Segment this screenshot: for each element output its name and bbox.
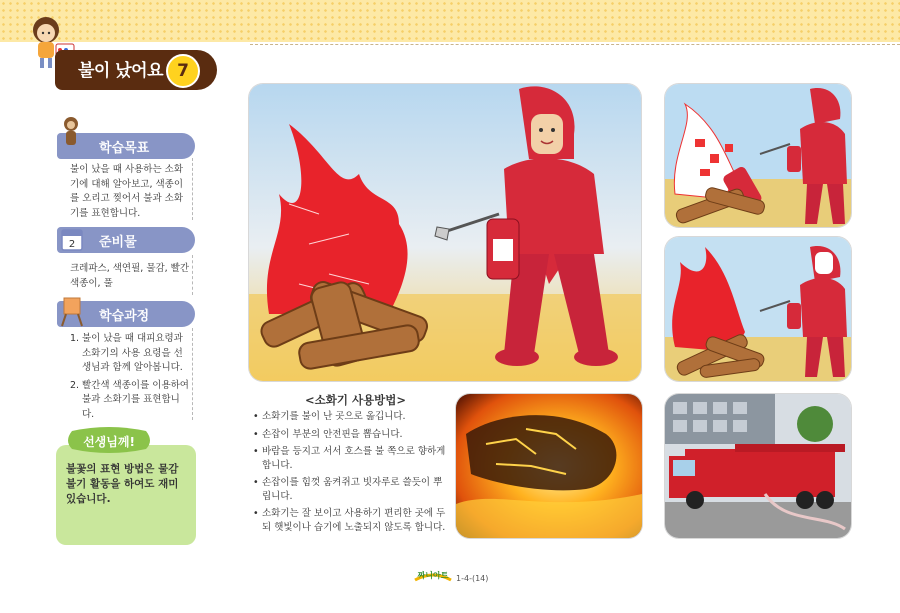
teacher-tip-text: 불꽃의 표현 방법은 물감 불기 활동을 하여도 재미있습니다.: [66, 463, 179, 505]
svg-text:2: 2: [68, 239, 76, 250]
photo-burning-log: [456, 394, 642, 538]
drawing-small-middle: [665, 237, 851, 381]
method-item: [253, 428, 448, 442]
method-bullet: •: [253, 477, 259, 488]
method-bullet: •: [253, 446, 259, 457]
footer-logo-text: 짜니아트: [417, 571, 449, 580]
method-item: [253, 476, 448, 503]
process-list-wrap: [70, 332, 190, 425]
method-bullet: •: [253, 411, 259, 422]
method-list: [253, 410, 448, 538]
teacher-tip-badge-text: 선생님께!: [83, 435, 135, 449]
prep-text: 크레파스, 색연필, 물감, 빨간 색종이, 풀: [70, 263, 190, 289]
method-item-text: 손잡이 부분의 안전핀을 뽑습니다.: [262, 428, 403, 440]
method-item: [253, 410, 448, 424]
process-item: [70, 379, 190, 423]
process-item-number: 1.: [70, 333, 80, 344]
goal-divider: [192, 158, 193, 220]
photo-fire-truck: [665, 394, 851, 538]
method-item-text: 소화기는 잘 보이고 사용하기 편리한 곳에 두되 햇빛이나 습기에 노출되지 않도록 합니다.: [262, 508, 446, 533]
method-item-text: 소화기를 불이 난 곳으로 옮깁니다.: [262, 411, 406, 422]
section-heading-prep: 준비물: [99, 235, 137, 250]
method-item: [253, 445, 448, 472]
teacher-tip-badge: [64, 427, 154, 455]
method-item-text: 손잡이를 힘껏 움켜쥐고 빗자루로 쓸듯이 뿌립니다.: [262, 477, 443, 502]
process-item-text: 불이 났을 때 대피요령과 소화기의 사용 요령을 선생님과 함께 알아봅니다.: [82, 333, 183, 373]
method-title: <소화기 사용방법>: [305, 393, 407, 407]
page-title: 불이 났어요: [78, 61, 164, 81]
process-divider: [192, 328, 193, 420]
easel-icon: [58, 296, 86, 328]
method-bullet: •: [253, 508, 259, 519]
goal-text: 불이 났을 때 사용하는 소화기에 대해 알아보고, 색종이를 오리고 찢어서 불과 소화기를 표현합니다.: [70, 164, 184, 219]
process-item-number: 2.: [70, 379, 80, 391]
prep-divider: [192, 255, 193, 295]
process-item-text: 빨간색 색종이를 이용하여 불과 소화기를 표현합니다.: [82, 379, 189, 420]
drawing-small-top: [665, 84, 851, 227]
method-item-text: 바람을 등지고 서서 호스를 불 쪽으로 향하게 합니다.: [262, 446, 446, 471]
page-number: 1-4-(14): [456, 574, 489, 583]
monkey-icon: [58, 114, 84, 150]
section-heading-process: 학습과정: [99, 309, 150, 324]
main-drawing-fire-extinguisher: [249, 84, 641, 381]
section-heading-goal: 학습목표: [99, 141, 150, 156]
footer-logo: [413, 566, 453, 586]
lesson-number-badge: 7: [166, 54, 200, 88]
method-bullet: •: [253, 428, 259, 440]
calendar-icon: [60, 228, 84, 252]
method-item: [253, 507, 448, 534]
process-item: [70, 332, 190, 376]
process-list: [70, 332, 190, 422]
dashed-edge-line: [250, 30, 900, 45]
